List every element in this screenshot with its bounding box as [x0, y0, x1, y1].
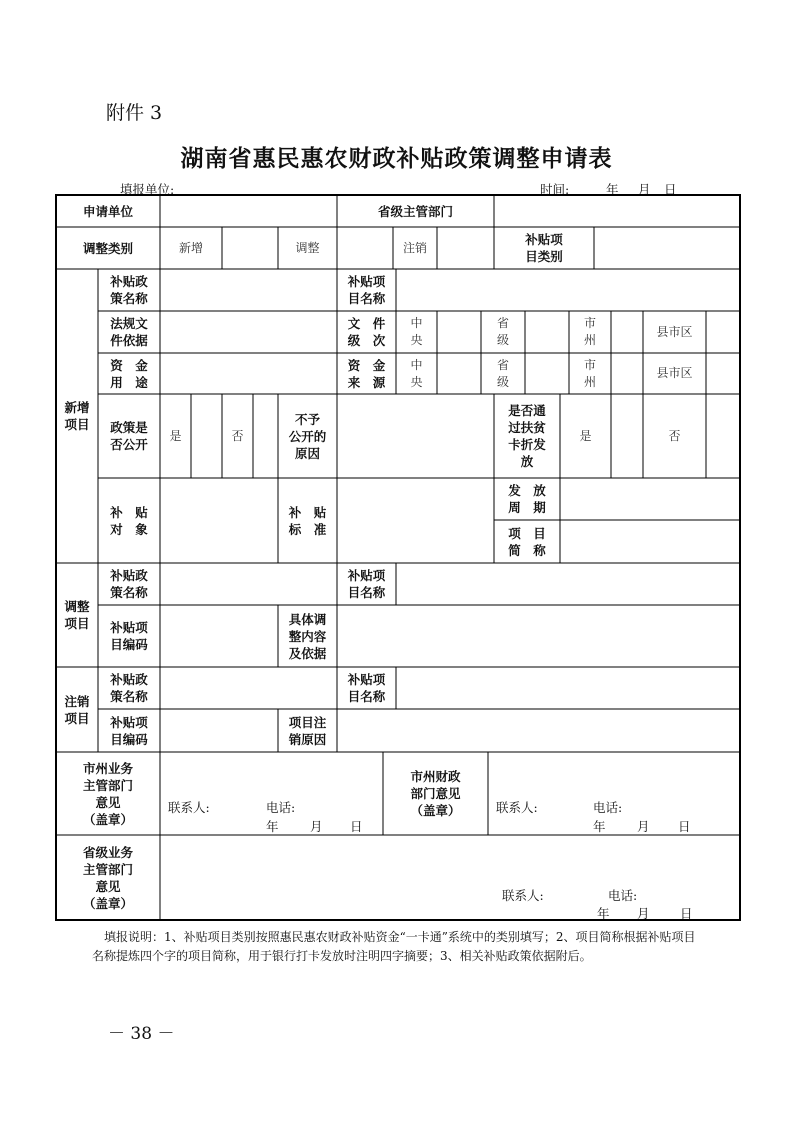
doc-level-provincial-box[interactable] — [525, 311, 569, 353]
card-pay-yes-box[interactable] — [611, 394, 643, 478]
attachment-label: 附件 3 — [106, 102, 163, 124]
new-policy-name-field[interactable] — [160, 269, 337, 311]
header-year: 年 — [606, 182, 619, 197]
fund-source-provincial: 省 级 — [496, 357, 509, 389]
new-policy-name-label: 补贴政 策名称 — [110, 274, 148, 306]
not-public-reason-label: 不予 公开的 原因 — [288, 411, 327, 461]
public-yes: 是 — [169, 428, 182, 443]
header-day: 日 — [664, 182, 677, 197]
city-business-month: 月 — [310, 819, 323, 834]
type-adjust-checkbox[interactable] — [337, 227, 393, 269]
short-name-label: 项 目 简 称 — [508, 525, 546, 558]
adjust-content-label: 具体调 整内容 及依据 — [288, 611, 327, 661]
header-month: 月 — [638, 182, 651, 197]
legal-basis-label: 法规文 件依据 — [110, 316, 148, 348]
form-title: 湖南省惠民惠农财政补贴政策调整申请表 — [180, 145, 613, 172]
subsidy-category-label: 补贴项 目类别 — [525, 232, 563, 264]
type-new-checkbox[interactable] — [222, 227, 278, 269]
adjust-project-code-field[interactable] — [160, 605, 278, 667]
target-label: 补 贴 对 象 — [110, 504, 148, 537]
public-no: 否 — [231, 428, 244, 443]
adjust-project-code-label: 补贴项 目编码 — [110, 620, 148, 652]
standard-label: 补 贴 标 准 — [288, 504, 327, 537]
city-business-opinion-label: 市州业务 主管部门 意见 （盖章） — [82, 760, 133, 827]
adjust-project-name-field[interactable] — [396, 563, 740, 605]
apply-unit-label: 申请单位 — [82, 203, 133, 219]
adjust-policy-name-field[interactable] — [160, 563, 337, 605]
province-dept-field[interactable] — [494, 195, 740, 227]
province-business-day: 日 — [680, 906, 693, 921]
period-field[interactable] — [560, 478, 740, 520]
card-pay-no: 否 — [668, 428, 681, 443]
public-label: 政策是 否公开 — [110, 420, 148, 452]
cancel-project-name-field[interactable] — [396, 667, 740, 709]
city-finance-year: 年 — [593, 819, 606, 834]
province-business-contact: 联系人: — [502, 888, 544, 903]
fund-source-provincial-box[interactable] — [525, 353, 569, 394]
city-finance-phone: 电话: — [593, 800, 623, 815]
province-business-opinion-label: 省级业务 主管部门 意见 （盖章） — [82, 844, 133, 911]
city-business-day: 日 — [350, 819, 363, 834]
cancel-project-code-label: 补贴项 目编码 — [110, 714, 148, 747]
fill-instructions: 填报说明：1、补贴项目类别按照惠民惠农财政补贴资金“一卡通”系统中的类别填写；2、项目简称根据补贴项目名称提炼四个字的项目简称，用于银行打卡发放时注明四字摘要；3、相关补贴政策依据附后。 — [92, 930, 696, 963]
card-pay-label: 是否通 过扶贫 卡折发 放 — [508, 403, 546, 469]
fund-source-county: 县市区 — [656, 366, 693, 380]
cancel-reason-label: 项目注 销原因 — [288, 714, 327, 747]
fund-source-city: 市 州 — [583, 357, 596, 389]
new-project-section-label: 新增 项目 — [64, 400, 90, 432]
province-business-year: 年 — [597, 906, 610, 921]
fund-use-field[interactable] — [160, 353, 337, 394]
new-project-name-field[interactable] — [396, 269, 740, 311]
city-business-contact: 联系人: — [168, 800, 210, 815]
type-cancel-checkbox[interactable] — [437, 227, 494, 269]
target-field[interactable] — [160, 478, 278, 563]
card-pay-yes: 是 — [579, 428, 592, 443]
type-new-option: 新增 — [178, 240, 203, 255]
short-name-field[interactable] — [560, 520, 740, 563]
fund-source-city-box[interactable] — [611, 353, 643, 394]
fund-use-label: 资 金 用 途 — [110, 357, 148, 390]
type-label: 调整类别 — [82, 240, 133, 256]
type-adjust-option: 调整 — [295, 240, 320, 255]
province-business-phone: 电话: — [608, 888, 638, 903]
adjust-project-name-label: 补贴项 目名称 — [347, 568, 386, 600]
apply-unit-field[interactable] — [160, 195, 337, 227]
public-yes-box[interactable] — [191, 394, 222, 478]
not-public-reason-field[interactable] — [337, 394, 494, 478]
cancel-policy-name-label: 补贴政 策名称 — [110, 672, 148, 704]
doc-level-county: 县市区 — [656, 324, 693, 339]
city-finance-day: 日 — [678, 819, 691, 834]
public-no-box[interactable] — [253, 394, 278, 478]
cancel-project-code-field[interactable] — [160, 709, 278, 752]
cancel-policy-name-field[interactable] — [160, 667, 337, 709]
doc-level-provincial: 省 级 — [496, 316, 509, 347]
fund-source-central: 中 央 — [410, 357, 423, 389]
doc-level-central-box[interactable] — [437, 311, 481, 353]
new-project-name-label: 补贴项 目名称 — [347, 274, 386, 306]
fund-source-central-box[interactable] — [437, 353, 481, 394]
province-dept-label: 省级主管部门 — [377, 203, 453, 219]
doc-level-city-box[interactable] — [611, 311, 643, 353]
fill-unit-label: 填报单位: — [120, 182, 175, 197]
time-label: 时间: — [540, 182, 570, 197]
standard-field[interactable] — [337, 478, 494, 563]
adjust-policy-name-label: 补贴政 策名称 — [110, 568, 148, 600]
province-business-month: 月 — [637, 906, 650, 921]
subsidy-category-field[interactable] — [594, 227, 740, 269]
fund-source-county-box[interactable] — [706, 353, 740, 394]
cancel-project-section-label: 注销 项目 — [64, 693, 90, 726]
doc-level-county-box[interactable] — [706, 311, 740, 353]
city-business-year: 年 — [266, 819, 279, 834]
city-finance-contact: 联系人: — [496, 800, 538, 815]
city-finance-opinion-label: 市州财政 部门意见 （盖章） — [410, 769, 461, 818]
type-cancel-option: 注销 — [402, 240, 427, 255]
page-number: － 38 － — [108, 1024, 175, 1044]
period-label: 发 放 周 期 — [508, 483, 546, 515]
cancel-reason-field[interactable] — [337, 709, 740, 752]
doc-level-city: 市 州 — [583, 316, 596, 347]
cancel-project-name-label: 补贴项 目名称 — [347, 672, 386, 704]
doc-level-label: 文 件 级 次 — [347, 316, 386, 348]
legal-basis-field[interactable] — [160, 311, 337, 353]
fund-source-label: 资 金 来 源 — [347, 357, 386, 390]
doc-level-central: 中 央 — [410, 316, 423, 347]
adjust-content-field[interactable] — [337, 605, 740, 667]
adjust-project-section-label: 调整 项目 — [64, 599, 90, 631]
card-pay-no-box[interactable] — [706, 394, 740, 478]
city-finance-month: 月 — [637, 819, 650, 834]
city-business-phone: 电话: — [266, 800, 296, 815]
